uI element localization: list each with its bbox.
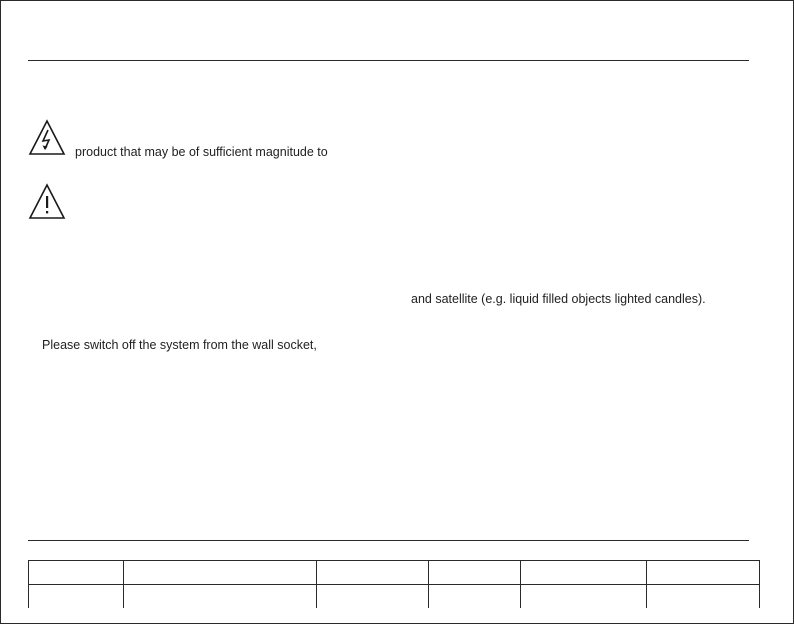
table-cell <box>647 585 760 609</box>
top-divider <box>28 60 749 61</box>
table-row <box>29 585 760 609</box>
table-cell <box>29 585 124 609</box>
table-cell <box>124 561 317 585</box>
table-cell <box>317 585 429 609</box>
shock-warning-text: product that may be of sufficient magnitude to <box>75 145 328 159</box>
table-cell <box>429 561 521 585</box>
electric-shock-warning-icon <box>28 119 66 157</box>
bottom-divider <box>28 540 749 541</box>
table-cell <box>429 585 521 609</box>
switch-off-instruction: Please switch off the system from the wall socket, <box>42 338 317 352</box>
table-cell <box>317 561 429 585</box>
footer-table <box>28 560 760 608</box>
table-row <box>29 561 760 585</box>
table-cell <box>521 561 647 585</box>
table-cell <box>521 585 647 609</box>
table-cell <box>29 561 124 585</box>
table-cell <box>647 561 760 585</box>
satellite-warning-text: and satellite (e.g. liquid filled objects lighted candles). <box>411 292 706 306</box>
caution-exclamation-icon <box>28 183 66 221</box>
table-cell <box>124 585 317 609</box>
